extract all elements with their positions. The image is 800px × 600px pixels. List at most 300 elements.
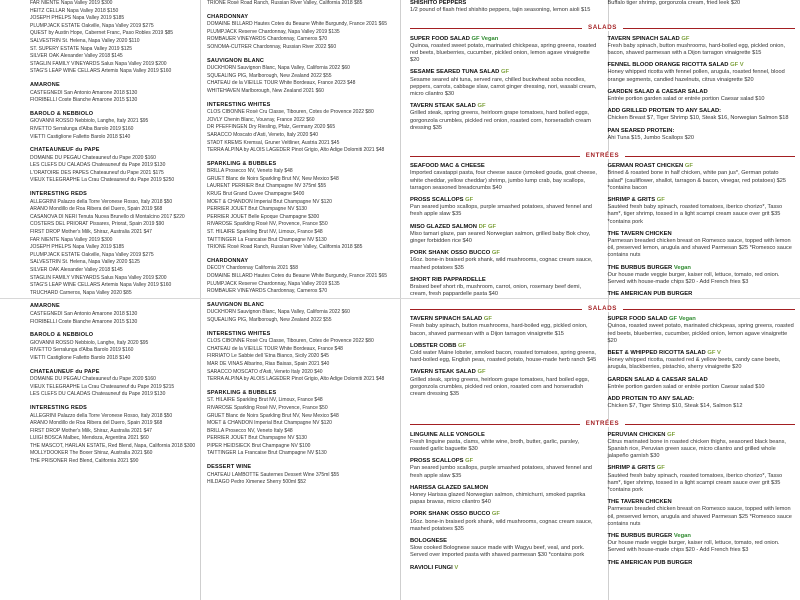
menu-item (410, 224, 598, 246)
menu-item (608, 560, 796, 567)
menu-item-title (608, 128, 796, 135)
menu-item-name: SUPER FOOD SALAD (410, 35, 470, 42)
menu-item-description: Chicken Breast $7, Tiger Shrimp $10, Steak $16, Norwegian Salmon $18 (607, 115, 789, 122)
menu-item (410, 369, 598, 398)
menu-item-description: Parmesan breaded chicken breast on Romesco sauce, topped with lemon oil, preserved lemon, arugula and shaved Parmesan $25 *Romesco sauce contains nuts (607, 506, 792, 527)
wine-list-item: PERRIER JOUET Belle Epoque Champagne $300 (207, 213, 320, 220)
menu-item-description: Honey whipped ricotta, roasted red & yellow beets, candy cane beets, arugula, blackberries, pistachio, sherry vinaigrette $20 (607, 357, 781, 371)
wine-list-item: STAGLIN FAMILY VINEYARDS Salus Napa Valley 2019 $200 (30, 60, 167, 67)
menu-item (410, 538, 598, 560)
wine-list-item: FAR NIENTE Napa Valley 2019 $300 (30, 236, 113, 243)
wine-list-item: VIEUX TELEGRAPHE La Crau Chateauneuf du Pape 2019 $250 (30, 177, 175, 184)
wine-list-item: PLUMPJACK ESTATE Oakville, Napa Valley 2019 $275 (30, 251, 154, 258)
menu-item-title (608, 499, 796, 506)
menu-item-name: PROSS SCALLOPS (410, 458, 464, 465)
menu-section-column (410, 316, 598, 415)
wine-category-heading: INTERESTING REDS (30, 404, 87, 411)
menu-item-title (410, 432, 598, 439)
wine-category-heading: SAUVIGNON BLANC (207, 57, 265, 64)
menu-item-description: Grilled steak, spring greens, heirloom grape tomatoes, hard boiled eggs, gorgonzola crumbles, pickled red onion, roasted corn, horseradish cream dressing $35 (410, 110, 591, 131)
menu-top-left (410, 0, 598, 19)
menu-item-name: THE TAVERN CHICKEN (607, 230, 672, 237)
wine-list-item: SALVESTRIN St. Helena, Napa Valley 2020 $110 (30, 37, 140, 44)
wine-list-item: FIRST DROP Mother's Milk, Shiraz, Australia 2021 $47 (30, 229, 152, 236)
menu-item-title (410, 0, 598, 7)
section-heading-text: ENTRÉES (580, 152, 625, 159)
wine-list-item: PLUMPJACK Reserve Chardonnay, Napa Valley 2019 $135 (207, 280, 340, 287)
menu-item-title (410, 277, 598, 284)
wine-list-item: STAGLIN FAMILY VINEYARDS Salus Napa Valley 2019 $200 (30, 274, 167, 281)
wine-list-item: TAITTINGER La Francaise Brut Champagne NV $130 (207, 236, 327, 243)
menu-item-title (608, 350, 796, 357)
menu-item-name: THE BURBUS BURGER (607, 533, 673, 540)
wine-category-heading: SAUVIGNON BLANC (207, 301, 265, 308)
menu-item-name: LINGUINE ALLE VONGOLE (410, 431, 485, 438)
wine-list-column-b (207, 0, 392, 600)
menu-item-name: THE AMERICAN PUB BURGER (607, 559, 693, 566)
menu-item-title (608, 396, 796, 403)
wine-list-item: MOET & CHANDON Imperial Brut Champagne NV $120 (207, 198, 332, 205)
menu-item-description: Fresh linguine pasta, clams, white wine, broth, butter, garlic, parsley, roasted garlic baguette $30 (410, 438, 580, 453)
menu-item-title (608, 265, 796, 272)
wine-list-item: SARACCO MOSCATO d'Asti, Veneto Italy 2020 $40 (207, 368, 323, 375)
menu-item-title (608, 197, 796, 204)
menu-top-row (410, 0, 795, 19)
menu-item-title (410, 163, 598, 170)
section-heading-text: SALADS (582, 305, 623, 312)
wine-list-item: CHATEAU LAMBOTTE Sauternes Dessert Wine 375ml $55 (207, 471, 340, 478)
wine-category-heading: CHATEAUNEUF du PAPE (30, 147, 100, 154)
dietary-tag: GF Vegan (471, 35, 499, 42)
menu-item (410, 163, 598, 192)
menu-item-title (410, 565, 598, 572)
menu-section-column (608, 163, 796, 298)
wine-list-item: DOMAINE BILLARD Hautes Cotes du Beaune White Burgundy, France 2021 $65 (207, 273, 388, 279)
menu-item-description: Brined & roasted bone in half chicken, white pan jus*, German potato salad* (cauliflower, shallot, tarragon & bacon, vinegar, red potatoes) $25 *contains bacon (607, 170, 786, 191)
menu-item (410, 69, 598, 98)
wine-list-item: VIETTI Castiglione Falletto Barolo 2018 $140 (30, 133, 131, 140)
menu-item-title (410, 316, 598, 323)
menu-section-column (608, 316, 796, 415)
menu-item (608, 108, 796, 122)
menu-item-description: Chicken $7, Tiger Shrimp $10, Steak $14, Salmon $12 (607, 403, 743, 410)
dietary-tag: GF (656, 465, 665, 472)
wine-list-item: GIOVANNI ROSSO Nebbiolo, Langhe, Italy 2020 $95 (30, 339, 149, 346)
wine-list-item: PERRIER JOUET Brut Champagne NV $130 (207, 206, 307, 213)
dietary-tag: GF V (730, 62, 744, 69)
wine-list-item: HILDAGO Pedro Ximenez Sherry 500ml $52 (207, 479, 306, 486)
wine-list-item: STADT KREMS Kremsal, Gruner Veltliner, Austria 2021 $45 (207, 139, 340, 146)
menu-item-title (608, 62, 796, 69)
wine-list-item: QUEST by Austin Hope, Cabernet Franc, Paso Robles 2019 $85 (30, 30, 174, 37)
menu-item-name: GERMAN ROAST CHICKEN (607, 163, 684, 170)
menu-item-description: 1/2 pound of flash fried shishito peppers, tajin seasoning, lemon aioli $15 (410, 7, 591, 14)
wine-list-item: GRUET Blanc de Noirs Sparkling Brut NV, New Mexico $48 (207, 175, 339, 182)
menu-item (410, 250, 598, 272)
wine-list-item: SQUEALING PIG, Marlborough, New Zealand 2022 $55 (207, 72, 332, 79)
wine-list-item: LES CLEFS DU CALADAS Chateauneuf du Pape 2019 $130 (30, 391, 166, 398)
menu-item-name: THE TAVERN CHICKEN (607, 499, 672, 506)
menu-item-description: Pan seared jumbo scallops, purple smashed potatoes, shaved fennel and fresh apple slaw $35 (410, 204, 592, 218)
dietary-tag: GF (477, 103, 486, 110)
menu-item (608, 231, 796, 260)
menu-item-title (608, 432, 796, 439)
wine-category-heading: CHARDONNAY (207, 257, 249, 264)
menu-item (608, 89, 796, 103)
menu-section-grid (410, 163, 795, 298)
menu-item (410, 458, 598, 480)
menu-item-title (410, 485, 598, 492)
dietary-tag: GF (465, 197, 474, 204)
menu-item-title (608, 36, 796, 43)
menu-item (608, 533, 796, 555)
wine-list-item: STAG'S LEAP WINE CELLARS Artemis Napa Valley 2019 $160 (30, 282, 172, 289)
menu-item (608, 36, 796, 58)
wine-category-heading: INTERESTING REDS (30, 191, 87, 198)
menu-item-title (608, 377, 796, 384)
dietary-tag: GF (681, 35, 690, 42)
menu-item (410, 432, 598, 454)
menu-section-grid (410, 36, 795, 147)
menu-item-title (410, 458, 598, 465)
menu-section-column (410, 163, 598, 298)
wine-list-item: LUIGI BOSCA Malbec, Mendoza, Argentina 2021 $60 (30, 435, 149, 442)
wine-list-item: TRIONE Rosé Road Ranch, Russian River Valley, California 2018 $85 (207, 0, 363, 6)
menu-item (608, 432, 796, 461)
menu-item-description: 16oz. bone-in braised pork shank, wild mushrooms, cognac cream sauce, mashed potatoes $35 (410, 257, 593, 271)
wine-list-item: CLOS CIBONNE Rosé Cru Classe, Tibouren, Cotes de Provence 2022 $80 (207, 338, 374, 345)
menu-item-title (410, 511, 598, 518)
menu-item-description: Buffalo tiger shrimp, gorgonzola cream, fried leek $20 (607, 0, 741, 6)
menu-item-name: HARISSA GLAZED SALMON (410, 484, 489, 491)
menu-item-title (608, 560, 796, 567)
menu-section-grid (410, 316, 795, 415)
dietary-tag: GF (500, 69, 510, 76)
menu-section-column (410, 36, 598, 147)
section-heading (410, 152, 795, 159)
menu-item-description: Braised beef short rib, mushroom, carrot, onion, rosemary beef demi, cream, fresh pappardelle pasta $40 (410, 284, 581, 298)
menu-item-title (410, 36, 598, 43)
dietary-tag: GF (491, 250, 500, 257)
wine-list-item: ALLEGRINI Palazzo della Torre Veronese Rosso, Italy 2018 $50 (30, 198, 173, 205)
menu-item (410, 565, 598, 572)
wine-list-item: JOVLY Chenin Blanc, Vouvray, France 2022 $60 (207, 116, 315, 123)
wine-list-item: ALLEGRINI Palazzo della Torre Veronese Rosso, Italy 2018 $50 (30, 412, 173, 419)
wine-category-heading: INTERESTING WHITES (207, 101, 271, 108)
section-heading-text: SALADS (582, 24, 623, 31)
wine-list-item: SONOMA-CUTRER Chardonnay, Russian River 2022 $60 (207, 43, 337, 50)
menu-item-title (608, 231, 796, 238)
menu-item (410, 316, 598, 338)
wine-list-item: BRILLA Prosecco NV, Veneto Italy $48 (207, 168, 293, 175)
menu-item-description: Cold water Maine lobster, smoked bacon, roasted tomatoes, spring greens, hard-boiled egg, English peas, roasted potato, house-made herb ranch $45 (410, 350, 597, 364)
menu-item-name: BEET & WHIPPED RICOTTA SALAD (607, 350, 706, 357)
wine-list-item: FIORIBELLI Coste Bianche Amarone 2015 $130 (30, 318, 138, 325)
menu-item-description: Grilled steak, spring greens, heirloom grape tomatoes, hard boiled eggs, gorgonzola crumbles, pickled red onion, roasted corn and horseradish cream dressing $35 (410, 376, 590, 398)
wine-list-item: MOLLYDOOKER The Boxer Shiraz, Australia 2021 $60 (30, 450, 153, 457)
wine-list-column-a (30, 0, 200, 600)
wine-list-item: PIPER HEIDSIECK Brut Champagne NV $100 (207, 442, 311, 449)
dietary-tag: GF (477, 369, 486, 376)
menu-item-title (410, 224, 598, 231)
wine-list-item: VIEUX TELEGRAPHE La Crau Chateauneuf du Pape 2019 $215 (30, 383, 175, 390)
dietary-tag: GF V (707, 350, 721, 357)
menu-item-name: SHORT RIB PAPPARDELLE (410, 276, 486, 283)
wine-list-item: MAR DE VINAS Albarino, Rias Baixas, Spain 2021 $40 (207, 360, 330, 367)
wine-list-item: LES CLEFS DU CALADAS Chateauneuf du Pape 2019 $130 (30, 162, 166, 169)
menu-item-description: Entrée portion garden salad or entrée portion Caesar salad $10 (607, 96, 765, 103)
menu-section-column (608, 432, 796, 577)
wine-list-item: SILVER OAK Alexander Valley 2018 $145 (30, 267, 123, 273)
menu-item-name: THE AMERICAN PUB BURGER (607, 291, 693, 298)
menu-item-name: SHRIMP & GRITS (607, 465, 656, 472)
menu-item (608, 291, 796, 298)
wine-list-item: FIRST DROP Mother's Milk, Shiraz, Australia 2021 $47 (30, 427, 152, 434)
wine-list-item: FIORIBELLI Coste Bianche Amarone 2015 $130 (30, 97, 138, 104)
wine-list-item: THE PRISONER Red Blend, California 2021 $90 (30, 458, 139, 465)
wine-category-heading: BAROLO & NEBBIOLO (30, 332, 94, 339)
menu-item (608, 396, 796, 410)
dietary-tag: GF (483, 316, 492, 323)
dietary-tag: GF (458, 342, 467, 349)
menu-section-column (410, 432, 598, 577)
menu-item-name: PORK SHANK OSSO BUCCO (410, 511, 491, 518)
wine-category-heading: BAROLO & NEBBIOLO (30, 110, 94, 117)
wine-list-item: TAITTINGER La Francaise Brut Champagne NV $130 (207, 450, 327, 457)
menu-item-description: 16oz. bone-in braised pork shank, wild mushrooms, cognac cream sauce, mashed potatoes $35 (410, 518, 593, 532)
menu-item-title (410, 538, 598, 545)
menu-item (608, 377, 796, 391)
menu-item (410, 277, 598, 298)
dietary-tag: Vegan (673, 264, 691, 271)
menu-item-name: LOBSTER COBB (410, 342, 457, 349)
wine-list-item: PERRIER JOUET Brut Champagne NV $130 (207, 435, 307, 442)
menu-item-title (410, 69, 598, 76)
menu-item-name: PAN SEARED PROTEIN: (607, 127, 675, 134)
wine-list-item: PLUMPJACK ESTATE Oakville, Napa Valley 2019 $275 (30, 22, 154, 29)
menu-item-name: SHRIMP & GRITS (607, 197, 656, 204)
wine-category-heading: CHARDONNAY (207, 13, 249, 20)
wine-list-item: HEITZ CELLAR Napa Valley 2018 $150 (30, 7, 119, 14)
wine-category-heading: AMARONE (30, 303, 60, 310)
menu-item (410, 511, 598, 533)
menu-item (410, 36, 598, 65)
menu-item-description: Fresh baby spinach, button mushrooms, hard-boiled egg, pickled onion, bacon, shaved parmesan with a Dijon tarragon vinaigrette $15 (410, 323, 588, 337)
menu-top-right (608, 0, 796, 19)
wine-list-item: DOMAINE BILLARD Hautes Cotes du Beaune White Burgundy, France 2021 $65 (207, 21, 388, 28)
wine-list-item: SARACCO Moscato d'Asti, Veneto, Italy 2020 $40 (207, 131, 319, 138)
wine-list-item: RIVAROSE Sparkling Rosé NV, Provence, France $50 (207, 221, 328, 228)
menu-item-description: Pan seared jumbo scallops, purple smashed potatoes, shaved fennel and fresh apple slaw $35 (410, 465, 592, 479)
menu-item (608, 163, 796, 192)
menu-item-title (410, 197, 598, 204)
menu-item-title (608, 465, 796, 472)
wine-list-item: SALVESTRIN St. Helena, Napa Valley 2020 $125 (30, 259, 140, 266)
wine-list-item: JOSEPH PHELPS Napa Valley 2019 $185 (30, 15, 125, 22)
menu-item-name: MISO GLAZED SALMON (410, 223, 477, 230)
menu-item-name: BOLOGNESE (410, 538, 448, 545)
wine-category-heading: SPARKLING & BUBBLES (207, 389, 277, 396)
wine-category-heading: DESSERT WINE (207, 464, 252, 471)
menu-item-description: Entrée portion garden salad or entrée portion Caesar salad $10 (607, 383, 765, 390)
section-heading (410, 24, 795, 31)
column-divider (400, 0, 401, 600)
dietary-tag: V (454, 564, 459, 571)
section-heading-text: ENTRÉES (580, 420, 625, 427)
wine-list-item: ST. SUPERY ESTATE Napa Valley 2019 $125 (30, 45, 133, 52)
menu-item-name: ADD PROTEIN TO ANY SALAD: (607, 396, 695, 403)
menu-item (608, 350, 796, 372)
dietary-tag: GF (656, 197, 665, 204)
dietary-tag: DF GF (478, 223, 496, 230)
wine-list-item: RIVAROSE Sparkling Rosé NV, Provence, France $50 (207, 404, 328, 411)
menu-item-title (410, 103, 598, 110)
column-divider (200, 0, 201, 600)
menu-item-name: SESAME SEARED TUNA SALAD (410, 69, 500, 76)
wine-list-item: FAR NIENTE Napa Valley 2019 $300 (30, 0, 113, 6)
wine-list-item: TRUCHARD Carneros, Napa Valley 2020 $85 (30, 289, 132, 296)
menu-item-name: PERUVIAN CHICKEN (607, 431, 666, 438)
wine-category-heading: CHATEAUNEUF du PAPE (30, 368, 100, 375)
menu-item-name: FENNEL BLOOD ORANGE RICOTTA SALAD (607, 62, 729, 69)
wine-list-item: PLUMPJACK Reserve Chardonnay, Napa Valley 2019 $135 (207, 28, 340, 35)
wine-list-item: ST. HILAIRE Sparkling Brut NV, Limoux, France $48 (207, 229, 323, 236)
menu-item (608, 265, 796, 287)
wine-list-item: ARANO Mondillo de Roa Ribera del Duero, Spain 2019 $68 (30, 420, 163, 427)
wine-list-item: TERRA ALPINA by ALOIS LAGEDER Pinot Grigio, Alto Adige Dolomiti 2021 $48 (207, 376, 385, 383)
menu-item-description: Fresh baby spinach, button mushrooms, hard-boiled egg, pickled onion, bacon, shaved parmesan with a Dijon tarragon vinaigrette $15 (607, 42, 786, 57)
menu-item-name: SEAFOOD MAC & CHEESE (410, 163, 485, 170)
wine-list-item: THE MASCOT, HARLAN ESTATE, Red Blend, Napa, California 2018 $300 (30, 442, 196, 449)
dietary-tag: Vegan (673, 533, 691, 540)
wine-list-item: SILVER OAK Alexander Valley 2018 $145 (30, 53, 123, 60)
wine-list-item: DOMAINE DU PEGAU Chateauneuf du Pape 2020 $160 (30, 154, 156, 161)
menu-item (608, 128, 796, 142)
menu-item-title (608, 163, 796, 170)
wine-list-item: SQUEALING PIG, Marlborough, New Zealand 2022 $55 (207, 316, 332, 323)
menu-item-description: Sautéed fresh baby spinach, roasted tomatoes, iberico chorizo*, Tasso ham*, tiger shrimp, tossed in a light scampi cream sauce over grit $35 *contains pork (607, 204, 783, 225)
wine-list-item: KRUG Brut Grand Cuvee Champagne $400 (207, 191, 305, 198)
wine-list-item: CHATEAU de la VIEILLE TOUR White Bordeaux, France 2023 $48 (207, 80, 356, 87)
menu-item (410, 197, 598, 219)
menu-item-title (410, 343, 598, 350)
menu-item-title (410, 250, 598, 257)
wine-list-item: CLOS CIBONNE Rosé Cru Classe, Tibouren, Cotes de Provence 2022 $80 (207, 109, 374, 116)
menu-item-description: Citrus marinated bone in roasted chicken thighs, seasoned black beans, Spanish rice, Peruvian green sauce, micro cilantro and grilled whole jalapeño garnish $30 (607, 438, 786, 460)
menu-item-name: SHISHITO PEPPERS (410, 0, 467, 6)
wine-list-item: GIOVANNI ROSSO Nebbiolo, Langhe, Italy 2021 $95 (30, 118, 149, 125)
wine-list-item: ROMBAUER VINEYARDS Chardonnay, Carneros $70 (207, 288, 328, 295)
menu-item (608, 499, 796, 528)
menu-item-title (608, 89, 796, 96)
section-heading (410, 420, 795, 427)
wine-list-item: MOET & CHANDON Imperial Brut Champagne NV $120 (207, 420, 332, 427)
menu-item-title (410, 369, 598, 376)
wine-list-item: FIRRIATO Le Sabbie dell 'Etna Bianco, Sicily 2020 $45 (207, 353, 329, 360)
food-menu-top (410, 0, 795, 298)
menu-item-name: PORK SHANK OSSO BUCCO (410, 250, 491, 257)
wine-list-item: LAURENT PERRIER Brut Champagne NV 375ml $55 (207, 183, 327, 190)
wine-category-heading: SPARKLING & BUBBLES (207, 160, 277, 167)
menu-item-description: Sautéed fresh baby spinach, roasted tomatoes, iberico chorizo*, Tasso ham*, tiger shrimp, tossed in a light scampi cream sauce over grit $35 *contains pork (607, 472, 783, 494)
menu-item-description: Miso tamari glaze, pan seared Norwegian salmon, grilled baby Bok choy, ginger forbidden rice $40 (410, 230, 591, 245)
wine-list-item: JOSEPH PHELPS Napa Valley 2019 $185 (30, 244, 125, 251)
wine-list-item: GRUET Blanc de Noirs Sparkling Brut NV, New Mexico $48 (207, 412, 339, 419)
wine-list-item: TERRA ALPINA by ALOIS LAGEDER Pinot Grigio, Alto Adige Dolomiti 2021 $48 (207, 147, 385, 154)
dietary-tag: GF (465, 458, 474, 465)
menu-item-title (608, 316, 796, 323)
menu-item-name: TAVERN STEAK SALAD (410, 369, 476, 376)
menu-item-description: Our house made veggie burger, kaiser roll, lettuce, tomato, red onion. Served with house-made chips $20 - Add French fries $3 (607, 271, 780, 286)
menu-item (410, 103, 598, 132)
wine-list-item: STAG'S LEAP WINE CELLARS Artemis Napa Valley 2019 $160 (30, 68, 172, 75)
menu-item-title (608, 291, 796, 298)
menu-item (410, 485, 598, 507)
menu-item (608, 465, 796, 494)
section-heading (410, 305, 795, 312)
menu-item (410, 0, 598, 14)
menu-item-description: Slow cooked Bolognese sauce made with Wagyu beef, veal, and pork. Served over imported pasta with shaved parmesan $30 *contains pork (410, 545, 585, 559)
menu-item-name: TAVERN SPINACH SALAD (410, 316, 483, 323)
menu-item-description: Our house made veggie burger, kaiser roll, lettuce, tomato, red onion. Served with house-made chips $20 - Add French fries $3 (607, 540, 780, 554)
menu-item-name: SUPER FOOD SALAD (607, 316, 668, 323)
menu-item-name: RAVIOLI FUNGI (410, 564, 453, 571)
menu-item-name: PROSS SCALLOPS (410, 197, 464, 204)
menu-item (410, 343, 598, 365)
wine-list-item: DR PFEFFINGEN Dry Riesling, Pfalz, Germany 2020 $65 (207, 124, 336, 131)
wine-list-item: ARANO Mondillo de Roa Ribera del Duero, Spain 2019 $68 (30, 206, 163, 213)
menu-item-title (608, 533, 796, 540)
dietary-tag: GF (684, 163, 693, 170)
dietary-tag: GF Vegan (669, 316, 696, 323)
wine-list-item: CASTEGNEDI San Antonio Amarone 2018 $130 (30, 89, 138, 96)
menu-item (608, 316, 796, 345)
menu-item (608, 197, 796, 226)
wine-category-heading: AMARONE (30, 81, 60, 88)
wine-list-item: ST. HILAIRE Sparkling Brut NV, Limoux, France $48 (207, 397, 323, 404)
wine-category-heading: INTERESTING WHITES (207, 330, 271, 337)
dietary-tag: GF (491, 511, 500, 518)
wine-list-item: DECOY Chardonnay California 2021 $58 (207, 265, 299, 272)
dietary-tag: GF (667, 431, 676, 438)
menu-item-name: THE BURBUS BURGER (607, 264, 673, 271)
wine-list-item: WHITEHAVEN Marlborough, New Zealand 2021 $60 (207, 87, 324, 94)
wine-list-item: VIETTI Castiglione Falletto Barolo 2018 $140 (30, 354, 131, 361)
menu-item-name: GARDEN SALAD & CAESAR SALAD (607, 88, 708, 95)
wine-list-item: DUCKHORN Sauvignon Blanc, Napa Valley, California 2022 $60 (207, 65, 350, 72)
menu-section-column (608, 36, 796, 147)
wine-list-item: COSTERS DEL PRIORAT Pissares, Priorat, Spain 2019 $90 (30, 221, 165, 228)
food-menu-bottom (410, 300, 795, 600)
menu-item-description: Quinoa, roasted sweet potato, marinated chickpeas, spring greens, roasted red beets, blueberries, cucumber, pickled onion, lemon agave vinaigrette $20 (410, 42, 597, 64)
menu-item-name: TAVERN STEAK SALAD (410, 103, 476, 110)
menu-item-description: Honey whipped ricotta with fennel pollen, arugula, roasted fennel, blood orange segments, candied hazelnuts, citrus vinaigrette $20 (607, 69, 785, 83)
wine-list-item: DUCKHORN Sauvignon Blanc, Napa Valley, California 2022 $60 (207, 309, 350, 316)
wine-list-item: ROMBAUER VINEYARDS Chardonnay, Carneros $70 (207, 36, 328, 43)
wine-list-item: RIVETTO Serralunga d'Alba Barolo 2019 $160 (30, 347, 134, 354)
menu-item-description: Ahi Tuna $15, Jumbo Scallops $20 (607, 134, 694, 141)
menu-item-description: Parmesan breaded chicken breast on Romesco sauce, topped with lemon oil, preserved lemon, arugula and shaved Parmesan $25 *Romesco sauce contains nuts (607, 238, 792, 259)
wine-list-item: BRILLA Prosecco NV, Veneto Italy $48 (207, 427, 293, 434)
wine-list-item: CHATEAU de la VIEILLE TOUR White Bordeaux, France $48 (207, 345, 343, 352)
menu-item-name: ADD GRILLED PROTEIN TO ANY SALAD: (607, 108, 722, 115)
wine-list-item: L'ORATOIRE DES PAPES Chateauneuf du Pape 2021 $175 (30, 169, 164, 176)
menu-item-name: TAVERN SPINACH SALAD (607, 35, 680, 42)
menu-item-title (608, 108, 796, 115)
wine-list-item: CASTEGNEDI San Antonio Amarone 2018 $130 (30, 310, 138, 317)
menu-item-description: Quinoa, roasted sweet potato, marinated chickpeas, spring greens, roasted red beets, blueberries, cucumber, pickled onion, lemon agave vinaigrette $20 (607, 323, 794, 344)
menu-item (608, 62, 796, 84)
